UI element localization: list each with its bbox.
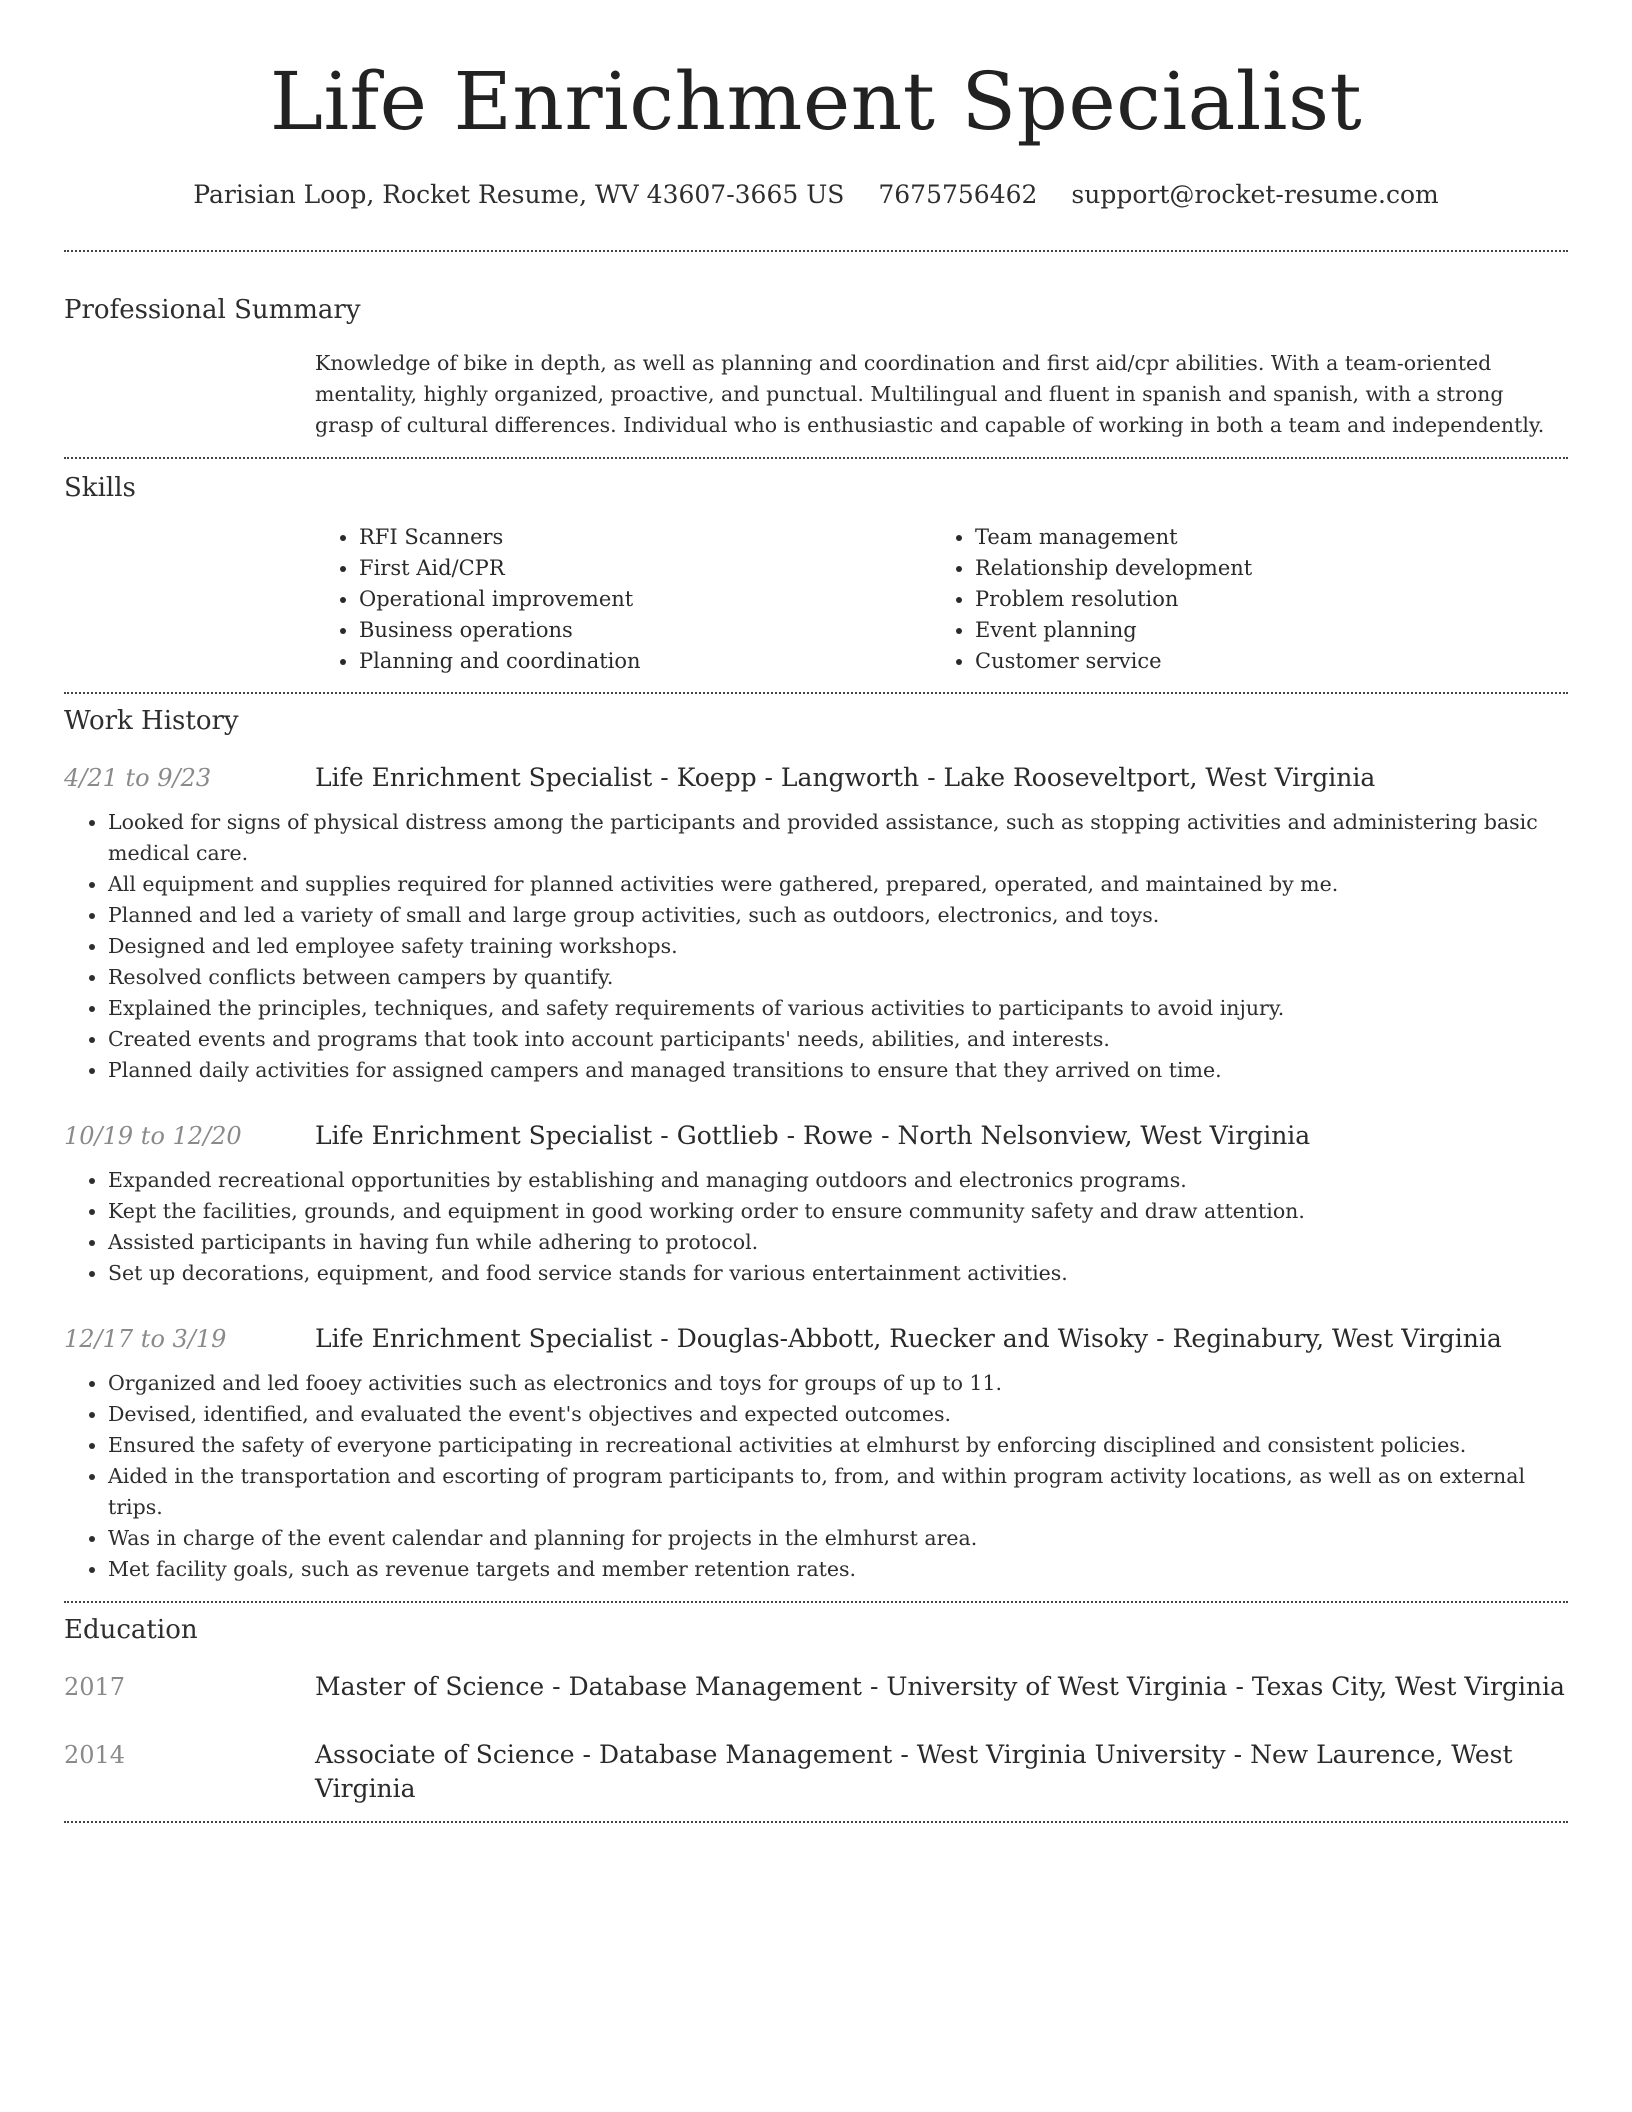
- job-bullet: • Planned and led a variety of small and large group activities, such as outdoors, electronics, and toys.: [108, 900, 1568, 931]
- education-heading: Associate of Science - Database Management - West Virginia University - New Laurence, West Virginia: [315, 1740, 1513, 1803]
- summary-section: [64, 293, 1568, 441]
- contact-line: [64, 178, 1568, 212]
- job-company: Koepp - Langworth: [676, 763, 920, 792]
- job-bullet: • Met facility goals, such as revenue targets and member retention rates.: [108, 1554, 1568, 1585]
- job-title: Life Enrichment Specialist: [315, 1121, 653, 1150]
- skill-item: • Planning and coordination: [359, 646, 931, 677]
- education-entry: [64, 1670, 1568, 1704]
- divider: [64, 1821, 1568, 1823]
- contact-address: Parisian Loop, Rocket Resume, WV 43607-3665 US: [193, 180, 845, 209]
- job-title: Life Enrichment Specialist: [315, 1324, 653, 1353]
- job-date: 12/17 to 3/19: [64, 1325, 227, 1353]
- section-title-work: Work History: [64, 706, 239, 736]
- job-heading: Life Enrichment Specialist - Koepp - Langworth - Lake Rooseveltport, West Virginia: [315, 763, 1376, 792]
- section-title-education: Education: [64, 1615, 198, 1645]
- job-heading: Life Enrichment Specialist - Gottlieb - Rowe - North Nelsonview, West Virginia: [315, 1121, 1311, 1150]
- education-degree: Master of Science: [315, 1672, 545, 1701]
- education-year: 2017: [64, 1673, 126, 1701]
- job-header: [64, 1119, 1568, 1153]
- skill-item: • Team management: [975, 522, 1547, 553]
- job-bullet: • All equipment and supplies required for planned activities were gathered, prepared, operated, and maintained by me.: [108, 869, 1568, 900]
- job-bullet: • Created events and programs that took into account participants' needs, abilities, and interests.: [108, 1024, 1568, 1055]
- job-bullet: • Organized and led fooey activities such as electronics and toys for groups of up to 11.: [108, 1368, 1568, 1399]
- job-bullet: • Resolved conflicts between campers by quantify.: [108, 962, 1568, 993]
- job-bullet: • Assisted participants in having fun while adhering to protocol.: [108, 1227, 1568, 1258]
- job-bullet: • Expanded recreational opportunities by establishing and managing outdoors and electronics programs.: [108, 1165, 1568, 1196]
- skill-item: • First Aid/CPR: [359, 553, 931, 584]
- education-location: New Laurence, West Virginia: [315, 1740, 1513, 1803]
- education-location: Texas City, West Virginia: [1251, 1672, 1565, 1701]
- divider: [64, 692, 1568, 694]
- job-entry: [64, 761, 1568, 1086]
- resume-name: Life Enrichment Specialist: [269, 55, 1363, 148]
- skill-item: • Customer service: [975, 646, 1547, 677]
- job-bullet: • Was in charge of the event calendar and planning for projects in the elmhurst area.: [108, 1523, 1568, 1554]
- job-bullet: • Aided in the transportation and escorting of program participants to, from, and within program activity locations, as well as on external trips.: [108, 1461, 1568, 1523]
- job-location: Lake Rooseveltport, West Virginia: [943, 763, 1376, 792]
- skill-item: • Business operations: [359, 615, 931, 646]
- skills-section: [64, 471, 1568, 677]
- job-location: North Nelsonview, West Virginia: [897, 1121, 1311, 1150]
- work-section: [64, 704, 1568, 1585]
- job-bullets: [64, 1165, 1568, 1289]
- skill-item: • Operational improvement: [359, 584, 931, 615]
- job-bullet: • Planned daily activities for assigned campers and managed transitions to ensure that they arrived on time.: [108, 1055, 1568, 1086]
- job-bullet: • Explained the principles, techniques, and safety requirements of various activities to participants to avoid injury.: [108, 993, 1568, 1024]
- divider: [64, 250, 1568, 252]
- skills-right-list: [931, 522, 1547, 677]
- job-header: [64, 1322, 1568, 1356]
- section-title-skills: Skills: [64, 473, 136, 503]
- job-header: [64, 761, 1568, 795]
- education-year: 2014: [64, 1741, 126, 1769]
- education-heading: Master of Science - Database Management - University of West Virginia - Texas City, West Virginia: [315, 1672, 1565, 1701]
- job-entry: [64, 1322, 1568, 1585]
- job-bullet: • Kept the facilities, grounds, and equipment in good working order to ensure community safety and draw attention.: [108, 1196, 1568, 1227]
- job-bullet: • Set up decorations, equipment, and food service stands for various entertainment activities.: [108, 1258, 1568, 1289]
- section-title-summary: Professional Summary: [64, 295, 361, 325]
- job-title: Life Enrichment Specialist: [315, 763, 653, 792]
- job-bullets: [64, 1368, 1568, 1585]
- skill-item: • Relationship development: [975, 553, 1547, 584]
- job-heading: Life Enrichment Specialist - Douglas-Abbott, Ruecker and Wisoky - Reginabury, West Virginia: [315, 1324, 1502, 1353]
- job-entry: [64, 1119, 1568, 1289]
- job-company: Douglas-Abbott, Ruecker and Wisoky: [676, 1324, 1149, 1353]
- skill-item: • RFI Scanners: [359, 522, 931, 553]
- job-bullet: • Looked for signs of physical distress among the participants and provided assistance, such as stopping activities and administering basic medical care.: [108, 807, 1568, 869]
- education-school: West Virginia University: [916, 1740, 1226, 1769]
- summary-text: Knowledge of bike in depth, as well as planning and coordination and first aid/cpr abilities. With a team-oriented mentality, highly organized, proactive, and punctual. Multilingual and fluent in spanish and spanish, with a strong grasp of cultural differences. Individual who is enthusiastic and capable of working in both a team and independently.: [315, 351, 1545, 437]
- job-date: 10/19 to 12/20: [64, 1122, 242, 1150]
- education-field: Database Management: [568, 1672, 862, 1701]
- education-section: [64, 1613, 1568, 1806]
- job-company: Gottlieb - Rowe: [676, 1121, 874, 1150]
- divider: [64, 457, 1568, 459]
- skills-grid: [315, 522, 1568, 677]
- skills-left-list: [315, 522, 931, 677]
- job-date: 4/21 to 9/23: [64, 764, 212, 792]
- skill-item: • Problem resolution: [975, 584, 1547, 615]
- job-bullet: • Designed and led employee safety training workshops.: [108, 931, 1568, 962]
- job-location: Reginabury, West Virginia: [1172, 1324, 1502, 1353]
- education-degree: Associate of Science: [315, 1740, 575, 1769]
- contact-email: support@rocket-resume.com: [1071, 180, 1439, 209]
- education-entry: [64, 1738, 1568, 1806]
- job-bullets: [64, 807, 1568, 1086]
- education-field: Database Management: [598, 1740, 893, 1769]
- education-school: University of West Virginia: [886, 1672, 1228, 1701]
- job-bullet: • Devised, identified, and evaluated the event's objectives and expected outcomes.: [108, 1399, 1568, 1430]
- contact-phone: 7675756462: [878, 180, 1038, 209]
- skill-item: • Event planning: [975, 615, 1547, 646]
- divider: [64, 1601, 1568, 1603]
- job-bullet: • Ensured the safety of everyone participating in recreational activities at elmhurst by enforcing disciplined and consistent policies.: [108, 1430, 1568, 1461]
